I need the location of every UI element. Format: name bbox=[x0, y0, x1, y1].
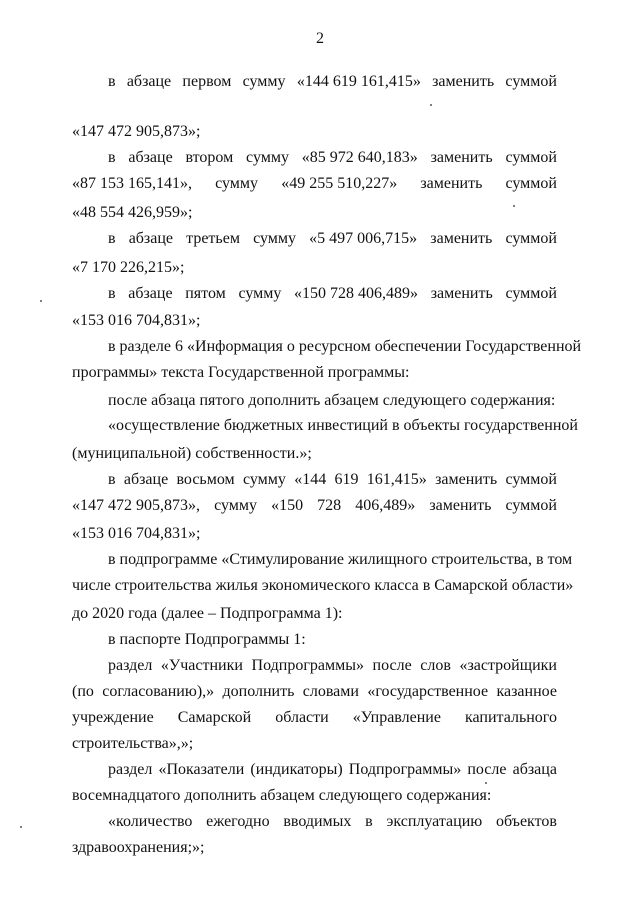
text-word: «количество bbox=[108, 813, 193, 830]
text-word: эксплуатацию bbox=[386, 813, 483, 830]
text-word: заменить bbox=[432, 73, 495, 90]
text-word: ежегодно bbox=[206, 813, 270, 830]
text-word: суммой bbox=[505, 230, 557, 247]
text-word: сумму bbox=[238, 285, 282, 302]
text-word: «147 472 905,873», bbox=[72, 497, 200, 514]
text-word: сумму bbox=[246, 149, 289, 166]
text-word: «144 bbox=[294, 471, 327, 488]
text-word: «150 bbox=[271, 497, 304, 514]
text-word: абзаце bbox=[128, 149, 173, 166]
text-line bbox=[108, 72, 557, 92]
text-word: пятом bbox=[185, 285, 226, 302]
text-word: втором bbox=[185, 149, 234, 166]
text-word: в bbox=[108, 149, 116, 166]
text-word: первом bbox=[182, 73, 232, 90]
text-word: абзаца bbox=[512, 761, 557, 778]
text-word: словами bbox=[302, 683, 359, 700]
text-word: Подпрограммы» bbox=[251, 657, 364, 674]
text-line: здравоохранения;»; bbox=[72, 839, 205, 856]
text-word: в bbox=[108, 471, 116, 488]
text-line bbox=[108, 656, 557, 676]
text-word: суммой bbox=[505, 149, 557, 166]
text-line bbox=[72, 174, 557, 194]
text-word: в bbox=[108, 285, 116, 302]
text-word: после bbox=[467, 761, 507, 778]
text-word: заменить bbox=[420, 175, 483, 192]
text-line: «153 016 704,831»; bbox=[72, 525, 201, 542]
text-word: 728 bbox=[317, 497, 342, 514]
page-number: 2 bbox=[316, 30, 324, 47]
text-line bbox=[108, 812, 557, 832]
text-word: в bbox=[108, 73, 116, 90]
text-word: «застройщики bbox=[459, 657, 557, 674]
text-word: «85 972 640,183» bbox=[301, 149, 418, 166]
scan-speck bbox=[430, 104, 432, 106]
text-line: в разделе 6 «Информация о ресурсном обеспечении Государственной bbox=[108, 338, 582, 355]
text-line bbox=[108, 148, 557, 168]
text-line: «147 472 905,873»; bbox=[72, 123, 201, 140]
text-line: «7 170 226,215»; bbox=[72, 259, 185, 276]
text-word: заменить bbox=[435, 471, 498, 488]
text-word: 161,415» bbox=[366, 471, 427, 488]
text-word: раздел bbox=[108, 761, 153, 778]
text-word: сумму bbox=[242, 471, 286, 488]
text-word: раздел bbox=[108, 657, 153, 674]
text-word: Самарской bbox=[177, 709, 252, 726]
text-word: «49 255 510,227» bbox=[281, 175, 398, 192]
text-line: «153 016 704,831»; bbox=[72, 312, 201, 329]
text-word: «150 728 406,489» bbox=[294, 285, 419, 302]
text-line: в подпрограмме «Стимулирование жилищного строительства, в том bbox=[108, 551, 573, 568]
text-line bbox=[108, 470, 557, 490]
text-word: казанное bbox=[496, 683, 557, 700]
text-word: в bbox=[108, 230, 116, 247]
text-line: в паспорте Подпрограммы 1: bbox=[108, 631, 306, 648]
text-word: заменить bbox=[430, 149, 493, 166]
text-word: сумму bbox=[215, 175, 259, 192]
text-line: «48 554 426,959»; bbox=[72, 204, 193, 221]
text-word: после bbox=[372, 657, 412, 674]
text-line bbox=[72, 682, 557, 702]
text-line bbox=[108, 760, 557, 780]
text-word: суммой bbox=[505, 497, 557, 514]
text-word: абзаце bbox=[123, 471, 169, 488]
text-word: вводимых bbox=[283, 813, 352, 830]
text-line: числе строительства жилья экономического класса в Самарской области» bbox=[72, 577, 574, 594]
text-word: (индикаторы) bbox=[250, 761, 343, 778]
text-word: суммой bbox=[505, 285, 557, 302]
text-word: заменить bbox=[430, 230, 493, 247]
text-word: капитального bbox=[464, 709, 557, 726]
text-word: абзаце bbox=[128, 285, 173, 302]
text-word: «144 619 161,415» bbox=[296, 73, 421, 90]
text-word: дополнить bbox=[222, 683, 295, 700]
text-word: «государственное bbox=[367, 683, 489, 700]
scan-speck bbox=[485, 782, 487, 784]
text-word: Подпрограммы» bbox=[348, 761, 462, 778]
text-line: (муниципальной) собственности.»; bbox=[72, 445, 312, 462]
scan-speck bbox=[513, 205, 515, 207]
text-word: учреждение bbox=[72, 709, 154, 726]
text-word: абзаце bbox=[126, 73, 172, 90]
text-line bbox=[108, 229, 557, 249]
text-word: области bbox=[275, 709, 329, 726]
text-word: «Управление bbox=[352, 709, 441, 726]
text-line: программы» текста Государственной программы: bbox=[72, 364, 410, 381]
text-word: заменить bbox=[430, 285, 493, 302]
text-word: согласованию),» bbox=[102, 683, 215, 700]
text-word: восьмом bbox=[176, 471, 235, 488]
text-word: в bbox=[365, 813, 373, 830]
text-line: восемнадцатого дополнить абзацем следующего содержания: bbox=[72, 787, 492, 804]
text-word: (по bbox=[72, 683, 94, 700]
text-word: сумму bbox=[242, 73, 286, 90]
text-word: третьем bbox=[186, 230, 240, 247]
text-word: суммой bbox=[505, 471, 557, 488]
text-word: сумму bbox=[214, 497, 258, 514]
text-line bbox=[72, 496, 557, 516]
text-line bbox=[108, 284, 557, 304]
text-word: «Показатели bbox=[158, 761, 245, 778]
text-line: строительства»,»; bbox=[72, 735, 194, 752]
text-word: «5 497 006,715» bbox=[309, 230, 418, 247]
text-word: сумму bbox=[253, 230, 297, 247]
text-word: «87 153 165,141», bbox=[72, 175, 192, 192]
text-line: до 2020 года (далее – Подпрограмма 1): bbox=[72, 605, 343, 622]
text-word: слов bbox=[420, 657, 451, 674]
scan-speck bbox=[40, 300, 42, 302]
text-word: 619 bbox=[334, 471, 359, 488]
text-word: абзаце bbox=[128, 230, 174, 247]
text-word: заменить bbox=[429, 497, 492, 514]
text-word: суммой bbox=[505, 73, 557, 90]
scan-speck bbox=[20, 826, 22, 828]
text-line bbox=[72, 708, 557, 728]
text-word: объектов bbox=[495, 813, 557, 830]
text-line: после абзаца пятого дополнить абзацем следующего содержания: bbox=[108, 392, 556, 409]
text-line: «осуществление бюджетных инвестиций в объекты государственной bbox=[108, 417, 578, 434]
text-word: «Участники bbox=[160, 657, 243, 674]
text-word: суммой bbox=[505, 175, 557, 192]
text-word: 406,489» bbox=[355, 497, 416, 514]
